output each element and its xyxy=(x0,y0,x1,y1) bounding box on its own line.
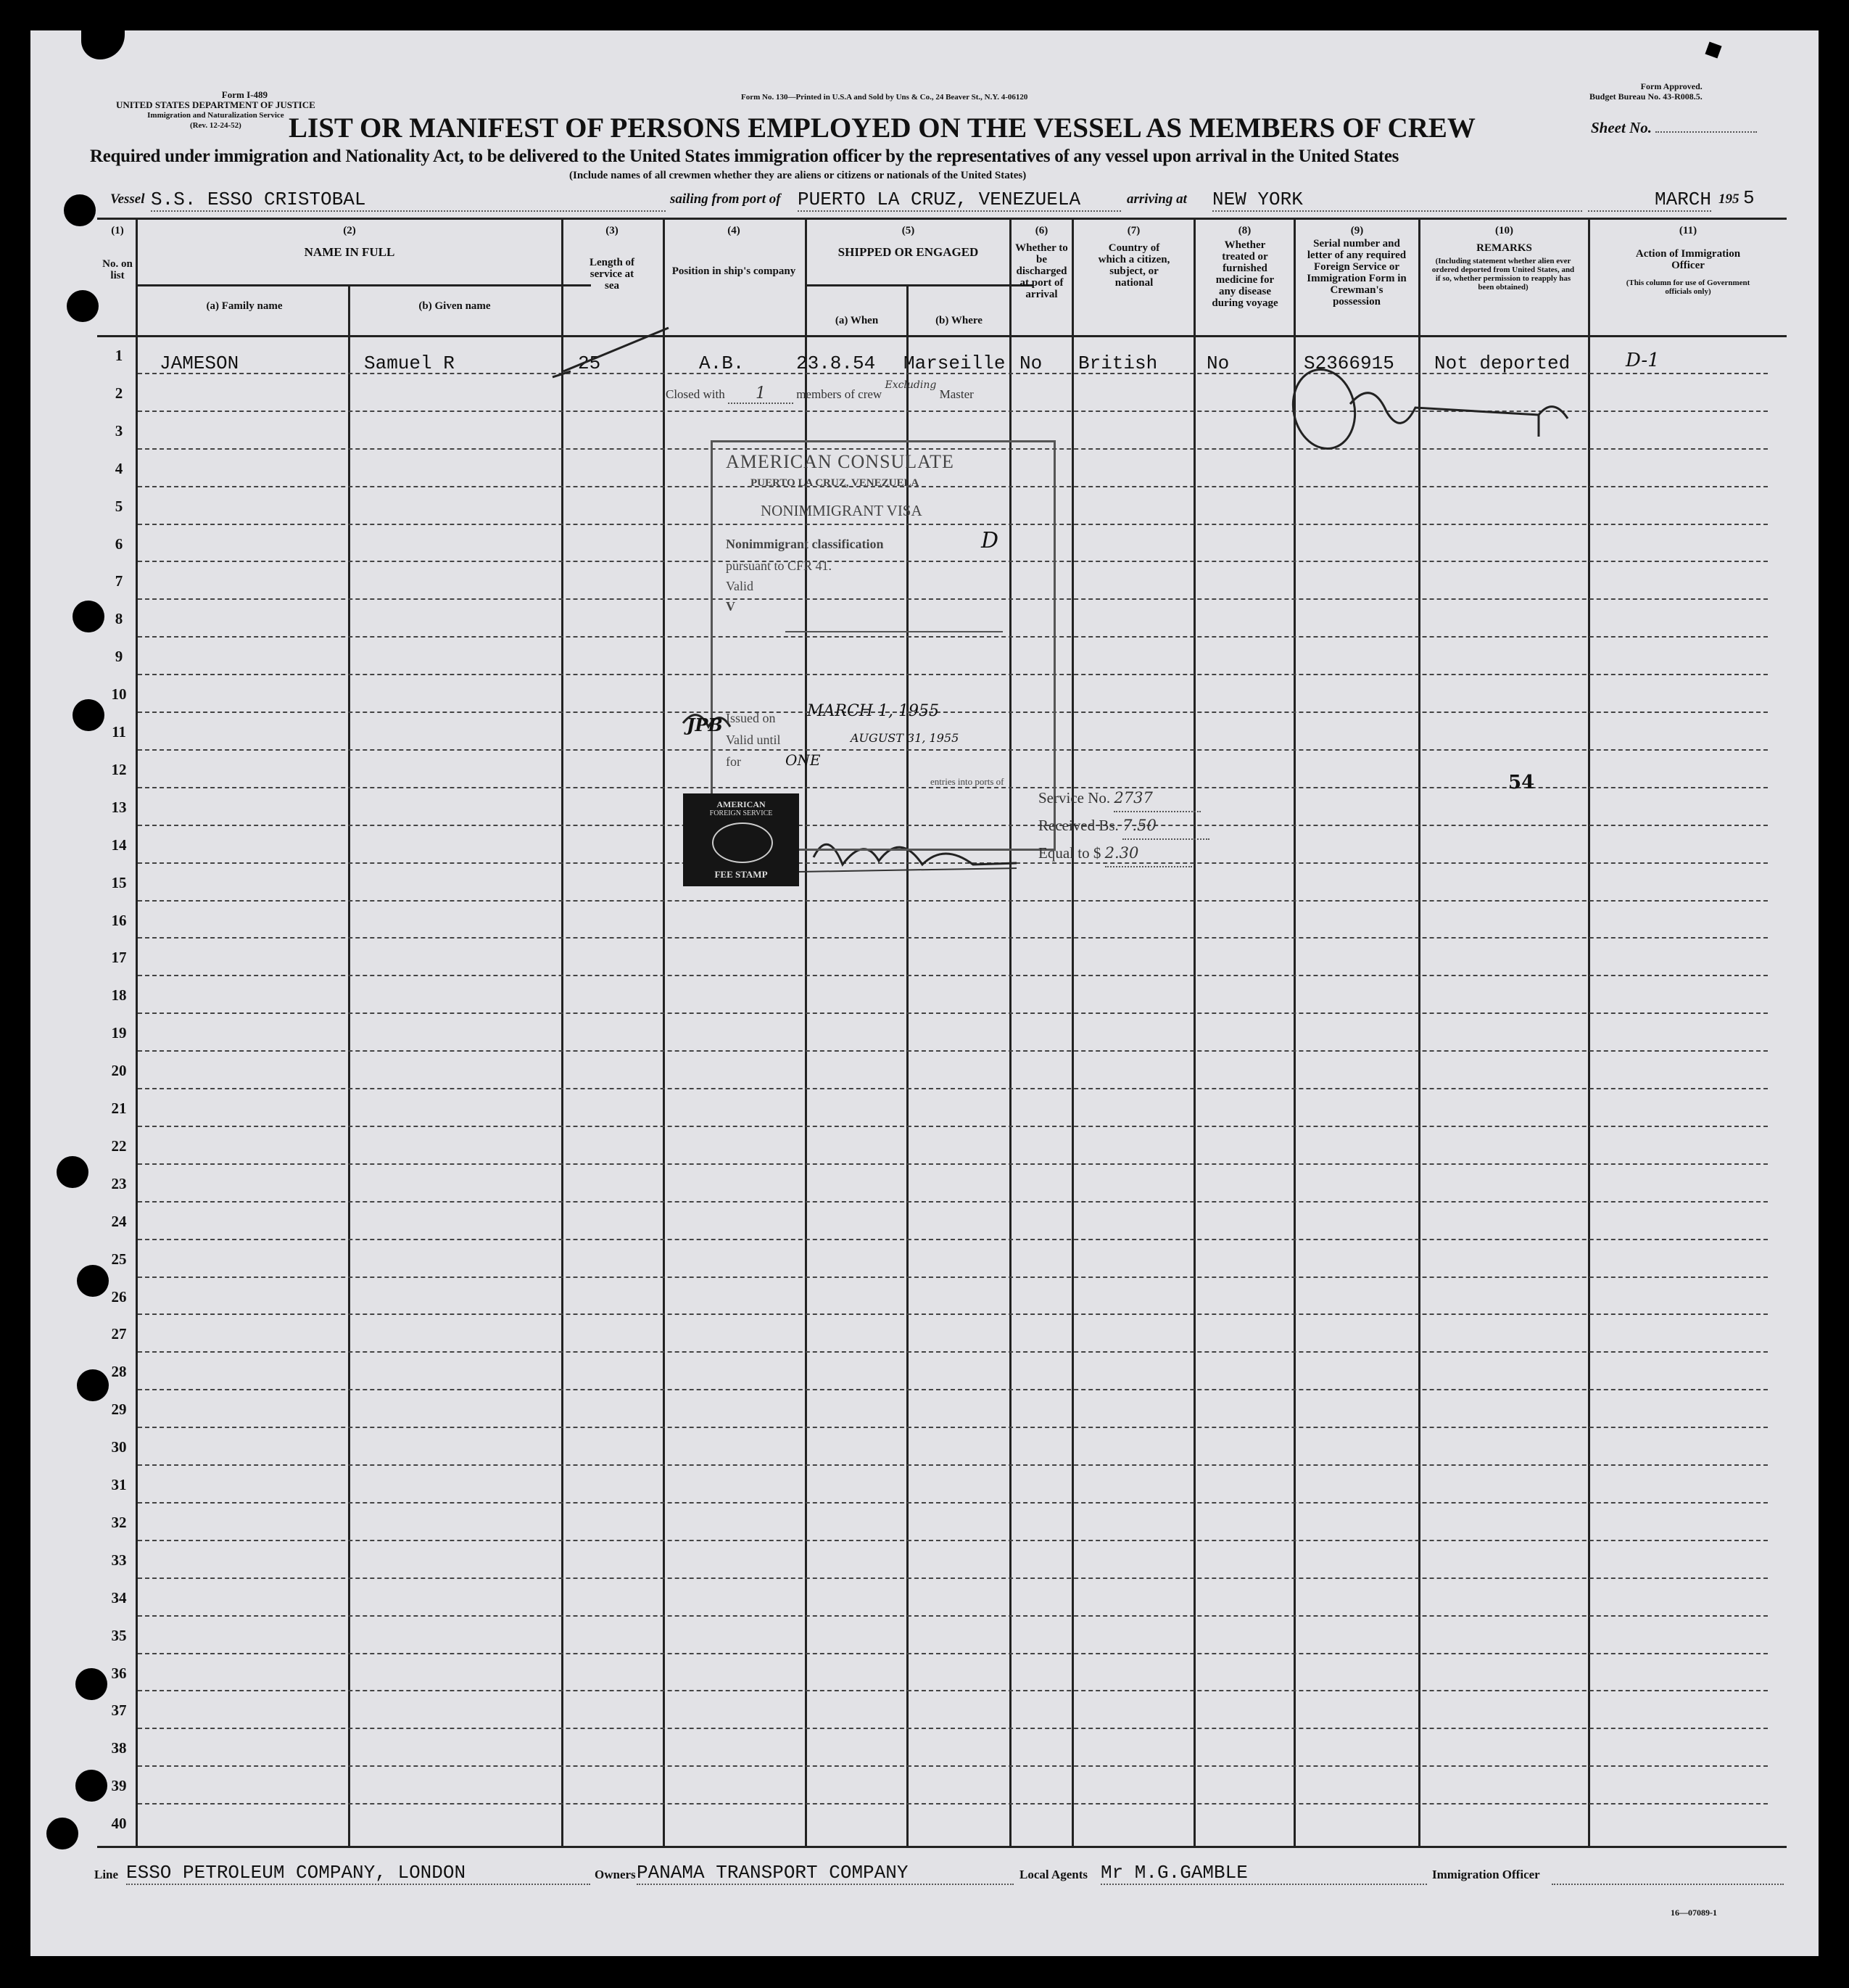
punch-hole xyxy=(77,1265,109,1297)
consulate-visa-stamp xyxy=(687,440,1056,851)
row-number: 4 xyxy=(115,459,123,477)
row-number: 27 xyxy=(111,1325,127,1343)
service-row xyxy=(1038,785,1209,812)
manifest-subtitle: Required under immigration and Nationality Act, to be delivered to the United States immigration officer by the representatives of any vessel upon arrival in the United States xyxy=(90,147,1399,166)
fee-stamp-mid: FOREIGN SERVICE xyxy=(709,809,773,817)
crew-position: A.B. xyxy=(699,352,745,374)
line-company: ESSO PETROLEUM COMPANY, LONDON xyxy=(126,1862,590,1885)
equal-label: Equal to $ xyxy=(1038,844,1101,862)
sailing-label: sailing from port of xyxy=(670,191,781,207)
officer-action: D-1 xyxy=(1626,350,1660,371)
crew-serial-number: S2366915 xyxy=(1304,352,1394,374)
row-number: 6 xyxy=(115,535,123,553)
immigration-officer-field xyxy=(1552,1862,1784,1885)
col2-title: NAME IN FULL xyxy=(304,245,395,259)
stamp-class-value: D xyxy=(981,528,999,553)
col5a-header: (a) When xyxy=(835,315,879,326)
row-number: 37 xyxy=(111,1702,127,1720)
row-number: 19 xyxy=(111,1024,127,1042)
row-number: 29 xyxy=(111,1401,127,1419)
stamp-blank-line xyxy=(785,631,1003,661)
row-number: 5 xyxy=(115,497,123,515)
stamp-valid: Valid xyxy=(726,579,753,593)
punch-hole xyxy=(46,1818,78,1849)
row-number: 28 xyxy=(111,1363,127,1381)
manifest-sheet xyxy=(30,30,1819,1956)
col11-title: Action of Immigration Officer xyxy=(1635,248,1741,271)
row-number: 34 xyxy=(111,1588,127,1607)
closed-with-label: Closed with xyxy=(666,387,725,401)
stamp-entries: entries into ports of xyxy=(930,776,1004,787)
stamp-location: PUERTO LA CRUZ, VENEZUELA xyxy=(750,477,919,489)
row-number: 38 xyxy=(111,1739,127,1757)
row-number: 17 xyxy=(111,949,127,967)
row-number: 16 xyxy=(111,911,127,929)
row-number: 10 xyxy=(111,685,127,704)
agents-label: Local Agents xyxy=(1019,1868,1088,1881)
stamp-consulate: AMERICAN CONSULATE xyxy=(726,451,954,472)
owners-company: PANAMA TRANSPORT COMPANY xyxy=(637,1862,1014,1885)
crew-family-name: JAMESON xyxy=(160,352,239,374)
crew-shipped-where: Marseille xyxy=(903,352,1006,374)
row-number: 24 xyxy=(111,1212,127,1230)
department: UNITED STATES DEPARTMENT OF JUSTICE xyxy=(116,99,315,110)
col2-number: (2) xyxy=(343,225,356,236)
row-number: 40 xyxy=(111,1815,127,1833)
row-number: 18 xyxy=(111,986,127,1005)
col10-number: (10) xyxy=(1495,225,1513,236)
port-of-arrival: NEW YORK xyxy=(1212,189,1582,212)
vessel-label: Vessel xyxy=(110,191,145,207)
col10-note: (Including statement whether alien ever ordered deported from United States, and if so, whether permission to reapply has been obtained) xyxy=(1431,257,1575,292)
stamp-valid-label: Valid until xyxy=(726,733,781,747)
equal-row xyxy=(1038,840,1209,867)
row-number: 39 xyxy=(111,1777,127,1795)
row-number: 15 xyxy=(111,873,127,891)
year-prefix: 195 xyxy=(1718,191,1740,207)
punch-hole xyxy=(75,1770,107,1802)
stamp-initials: JPB xyxy=(687,714,723,735)
row-number: 20 xyxy=(111,1062,127,1080)
approval-line-2: Budget Bureau No. 43-R008.5. xyxy=(1589,91,1703,102)
manifest-title: LIST OR MANIFEST OF PERSONS EMPLOYED ON THE VESSEL AS MEMBERS OF CREW xyxy=(289,112,1476,144)
immigration-officer-label: Immigration Officer xyxy=(1432,1868,1540,1881)
row-number: 21 xyxy=(111,1100,127,1117)
stamp-classification: Nonimmigrant classification xyxy=(726,537,884,551)
crew-service-length: 25 xyxy=(578,352,601,374)
col1-title: No. on list xyxy=(102,258,133,281)
col8-title: Whether treated or furnished medicine for any disease during voyage xyxy=(1212,239,1278,309)
fee-stamp-top: AMERICAN xyxy=(716,799,766,809)
col4-number: (4) xyxy=(727,225,740,236)
revision: (Rev. 12-24-52) xyxy=(189,121,241,130)
row-number: 2 xyxy=(115,384,123,402)
row-number: 25 xyxy=(111,1250,127,1268)
stamp-pursuant: pursuant to CFR 41. xyxy=(726,558,832,573)
row-number: 23 xyxy=(111,1174,127,1192)
fee-stamp xyxy=(683,793,799,886)
service-label: Service No. xyxy=(1038,789,1111,807)
stamp-for-label: for xyxy=(726,754,741,769)
col11-number: (11) xyxy=(1679,225,1697,236)
service-no: 2737 xyxy=(1114,785,1201,812)
stamp-visa-type: NONIMMIGRANT VISA xyxy=(761,502,922,519)
crew-discharged: No xyxy=(1019,352,1043,374)
crew-country: British xyxy=(1078,352,1158,374)
local-agents: Mr M.G.GAMBLE xyxy=(1101,1862,1427,1885)
row-number: 11 xyxy=(112,723,126,741)
form-id: Form I-489 xyxy=(221,89,268,100)
stamp-v: V xyxy=(726,599,735,614)
row-number: 33 xyxy=(111,1551,127,1569)
col2b-header: (b) Given name xyxy=(418,300,491,312)
footer-line xyxy=(94,1862,1791,1891)
received-label: Received Bs. xyxy=(1038,817,1119,834)
service-name: Immigration and Naturalization Service xyxy=(147,111,284,120)
crew-treated: No xyxy=(1207,352,1230,374)
stamp-issued-label: Issued on xyxy=(726,711,776,725)
sheet-label: Sheet No. xyxy=(1591,119,1652,136)
row-number: 26 xyxy=(111,1287,127,1306)
row-number: 22 xyxy=(111,1137,127,1155)
handwriting-overlay xyxy=(30,30,1819,1956)
row-number: 7 xyxy=(115,572,123,590)
received-amount: 7.50 xyxy=(1122,812,1209,840)
equal-amount: 2.30 xyxy=(1105,840,1192,867)
year-suffix: 5 xyxy=(1743,187,1755,209)
row-number: 35 xyxy=(111,1626,127,1644)
row-number: 13 xyxy=(111,798,127,816)
excluding-note: Excluding xyxy=(885,379,937,391)
crew-remarks: Not deported xyxy=(1434,352,1571,374)
received-row xyxy=(1038,812,1209,840)
col5-number: (5) xyxy=(901,225,915,236)
printer-note: Form No. 130—Printed in U.S.A and Sold by Uns & Co., 24 Beaver St., N.Y. 4-06120 xyxy=(741,93,1028,102)
col9-title: Serial number and letter of any required Foreign Service or Immigration Form in Crewman's possession xyxy=(1307,238,1407,308)
closed-count: 1 xyxy=(728,384,793,404)
col5b-header: (b) Where xyxy=(935,315,983,326)
row-number: 3 xyxy=(115,421,123,440)
col4-title: Position in ship's company xyxy=(671,265,796,277)
service-box xyxy=(1038,785,1209,867)
vessel-name: S.S. ESSO CRISTOBAL xyxy=(151,189,666,212)
col10-title: REMARKS xyxy=(1476,242,1532,254)
crew-note: (Include names of all crewmen whether they are aliens or citizens or nationals of the United States) xyxy=(569,170,1027,181)
line-label: Line xyxy=(94,1868,119,1881)
col7-title: Country of which a citizen, subject, or national xyxy=(1098,242,1170,289)
approval-line-1: Form Approved. xyxy=(1640,81,1703,91)
owners-label: Owners xyxy=(595,1868,636,1881)
punch-hole xyxy=(75,1668,107,1700)
stamp-valid-date: AUGUST 31, 1955 xyxy=(851,731,959,745)
col9-number: (9) xyxy=(1350,225,1364,236)
arrival-month: MARCH xyxy=(1588,189,1711,212)
col5-title: SHIPPED OR ENGAGED xyxy=(837,245,979,259)
col3-number: (3) xyxy=(605,225,619,236)
col6-title: Whether to be discharged at port of arrival xyxy=(1015,242,1068,300)
row-number: 14 xyxy=(111,836,127,854)
col1-number: (1) xyxy=(111,225,124,236)
port-of-departure: PUERTO LA CRUZ, VENEZUELA xyxy=(798,189,1121,212)
row-number: 32 xyxy=(111,1513,127,1531)
punch-hole xyxy=(67,290,99,322)
fee-stamp-bottom: FEE STAMP xyxy=(714,869,768,880)
row-number: 8 xyxy=(115,610,123,628)
punch-hole xyxy=(73,601,104,632)
stamp-issued-date: MARCH 1, 1955 xyxy=(807,702,939,720)
col8-number: (8) xyxy=(1238,225,1252,236)
crew-given-name: Samuel R xyxy=(364,352,455,374)
members-text: members of crew xyxy=(796,387,882,401)
col11-note: (This column for use of Government officials only) xyxy=(1626,279,1750,296)
row-number: 9 xyxy=(115,648,123,666)
fee-stamp-emblem xyxy=(712,822,773,863)
row-number: 12 xyxy=(111,760,127,778)
punch-hole xyxy=(64,194,96,226)
crew-shipped-when: 23.8.54 xyxy=(796,352,876,374)
col2a-header: (a) Family name xyxy=(206,300,283,312)
form-code: 16—07089-1 xyxy=(1671,1907,1717,1918)
col7-number: (7) xyxy=(1127,225,1141,236)
stamp-for-value: ONE xyxy=(785,751,821,769)
master-text: Master xyxy=(939,387,974,401)
row-number: 1 xyxy=(115,347,123,364)
margin-mark: 54 xyxy=(1508,772,1535,793)
punch-hole xyxy=(73,699,104,731)
arriving-label: arriving at xyxy=(1127,191,1187,207)
punch-hole xyxy=(77,1369,109,1401)
row-number: 36 xyxy=(111,1664,127,1682)
row-number: 31 xyxy=(111,1476,127,1493)
col3-title: Length of service at sea xyxy=(589,257,635,292)
col6-number: (6) xyxy=(1035,225,1048,236)
row-number: 30 xyxy=(111,1438,127,1456)
punch-hole xyxy=(57,1156,88,1188)
